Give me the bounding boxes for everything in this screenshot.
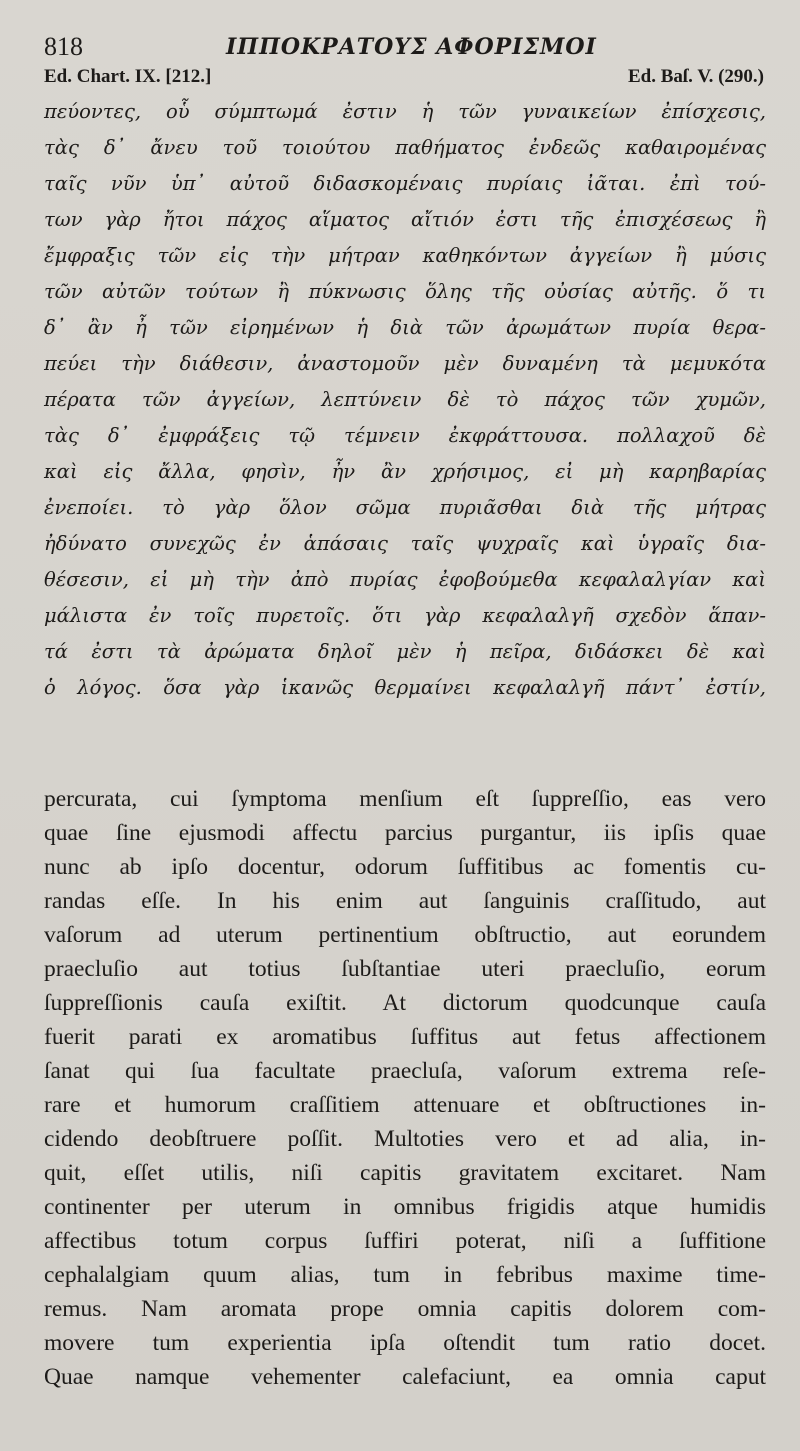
greek-line: τῶν αὐτῶν τούτων ἢ πύκνωσις ὅλης τῆς οὐσίας αὐτῆς. ὅ τι (44, 280, 766, 303)
latin-line: affectibus totum corpus ſuffiri poterat, niſi a ſuffitione (44, 1228, 766, 1254)
latin-line: remus. Nam aromata prope omnia capitis dolorem com- (44, 1296, 766, 1322)
greek-line: μάλιστα ἐν τοῖς πυρετοῖς. ὅτι γὰρ κεφαλαλγῆ σχεδὸν ἅπαν- (44, 604, 766, 627)
greek-line: ἠδύνατο συνεχῶς ἐν ἁπάσαις ταῖς ψυχραῖς καὶ ὑγραῖς δια- (44, 532, 766, 555)
edition-basel-ref: Ed. Baſ. V. (290.) (627, 66, 764, 87)
latin-line: cidendo deobſtruere poſſit. Multoties vero et ad alia, in- (44, 1126, 766, 1152)
latin-line: ſanat qui ſua facultate praecluſa, vaſorum extrema reſe- (44, 1058, 766, 1084)
latin-line: cephalalgiam quum alias, tum in febribus maxime time- (44, 1262, 766, 1288)
latin-line: quae ſine ejusmodi affectu parcius purgantur, iis ipſis quae (44, 820, 766, 846)
latin-line: randas eſſe. In his enim aut ſanguinis craſſitudo, aut (44, 888, 766, 914)
latin-line: continenter per uterum in omnibus frigidis atque humidis (44, 1194, 766, 1220)
latin-line: fuerit parati ex aromatibus ſuffitus aut fetus affectionem (44, 1024, 766, 1050)
greek-line: δ᾽ ἂν ἦ τῶν εἰρημένων ἡ διὰ τῶν ἀρωμάτων πυρία θερα- (44, 316, 766, 339)
greek-line: ἔμφραξις τῶν εἰς τὴν μήτραν καθηκόντων ἀγγείων ἢ μύσις (44, 244, 766, 267)
running-title: ΙΠΠΟΚΡΑΤΟΥΣ ΑΦΟΡΙΣΜΟΙ (226, 34, 597, 60)
greek-line: πεύει τὴν διάθεσιν, ἀναστομοῦν μὲν δυναμένη τὰ μεμυκότα (44, 352, 766, 375)
greek-line: τά ἐστι τὰ ἀρώματα δηλοῖ μὲν ἡ πεῖρα, διδάσκει δὲ καὶ (44, 640, 766, 663)
greek-line: τὰς δ᾽ ἄνευ τοῦ τοιούτου παθήματος ἐνδεῶς καθαιρομένας (44, 136, 766, 159)
greek-line: ταῖς νῦν ὑπ᾽ αὐτοῦ διδασκομέναις πυρίαις ἰᾶται. ἐπὶ τού- (44, 172, 766, 195)
latin-line: praecluſio aut totius ſubſtantiae uteri praecluſio, eorum (44, 956, 766, 982)
greek-line: ὁ λόγος. ὅσα γὰρ ἱκανῶς θερμαίνει κεφαλαλγῆ πάντ᾽ ἐστίν, (44, 676, 766, 699)
page-number: 818 (44, 32, 83, 61)
latin-line: nunc ab ipſo docentur, odorum ſuffitibus ac fomentis cu- (44, 854, 766, 880)
edition-chartier-ref: Ed. Chart. IX. [212.] (44, 66, 212, 87)
greek-line: των γὰρ ἤτοι πάχος αἵματος αἴτιόν ἐστι τῆς ἐπισχέσεως ἢ (44, 208, 766, 231)
latin-line: Quae namque vehementer calefaciunt, ea omnia caput (44, 1364, 766, 1390)
edition-reference-line (44, 66, 766, 92)
greek-line: πεύοντες, οὗ σύμπτωμά ἐστιν ἡ τῶν γυναικείων ἐπίσχεσις, (44, 100, 766, 123)
latin-line: movere tum experientia ipſa oſtendit tum ratio docet. (44, 1330, 766, 1356)
latin-line: quit, eſſet utilis, niſi capitis gravitatem excitaret. Nam (44, 1160, 766, 1186)
latin-line: rare et humorum craſſitiem attenuare et obſtructiones in- (44, 1092, 766, 1118)
greek-line: καὶ εἰς ἄλλα, φησὶν, ἦν ἂν χρήσιμος, εἰ μὴ καρηβαρίας (44, 460, 766, 483)
page-header (44, 30, 766, 64)
latin-text-block (44, 782, 766, 1394)
latin-line: vaſorum ad uterum pertinentium obſtructio, aut eorundem (44, 922, 766, 948)
greek-line: τὰς δ᾽ ἐμφράξεις τῷ τέμνειν ἐκφράττουσα. πολλαχοῦ δὲ (44, 424, 766, 447)
column-gap (44, 706, 766, 782)
latin-line: ſuppreſſionis cauſa exiſtit. At dictorum quodcunque cauſa (44, 990, 766, 1016)
latin-line: percurata, cui ſymptoma menſium eſt ſuppreſſio, eas vero (44, 786, 766, 812)
greek-line: πέρατα τῶν ἀγγείων, λεπτύνειν δὲ τὸ πάχος τῶν χυμῶν, (44, 388, 766, 411)
greek-line: ἐνεποίει. τὸ γὰρ ὅλον σῶμα πυριᾶσθαι διὰ τῆς μήτρας (44, 496, 766, 519)
greek-line: θέσεσιν, εἰ μὴ τὴν ἀπὸ πυρίας ἐφοβούμεθα κεφαλαλγίαν καὶ (44, 568, 766, 591)
greek-text-block (44, 94, 766, 706)
